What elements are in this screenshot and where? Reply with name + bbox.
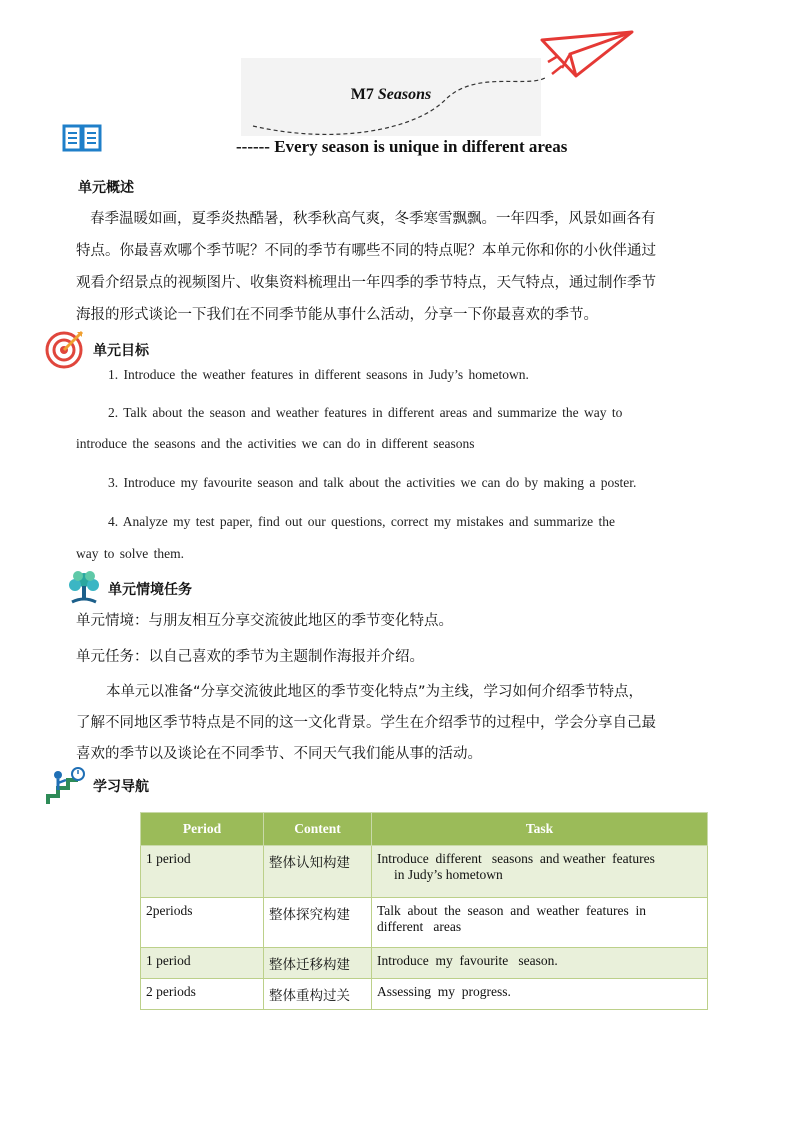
task-line: in Judy’s hometown [394,867,503,882]
tree-icon [64,568,104,608]
content-cell: 整体认知构建 [264,846,372,898]
paper-plane-icon [540,28,635,83]
task-line: different areas [377,919,462,934]
period-cell: 1 period [141,948,264,979]
goal-4-line-1: 4. Analyze my test paper, find out our questions, correct my mistakes and summarize the [108,514,615,529]
column-header-content: Content [264,813,372,846]
task-line: Talk about the season and weather features in [377,903,646,918]
overview-heading: 单元概述 [78,180,134,196]
overview-line-1: 春季温暖如画，夏季炎热酷暑，秋季秋高气爽，冬季寒雪飘飘。一年四季，风景如画各有 [90,211,656,227]
task-line: Assessing my progress. [377,984,511,999]
column-header-task: Task [372,813,708,846]
column-header-period: Period [141,813,264,846]
table-row [141,898,708,948]
goal-4-line-2: way to solve them. [76,546,184,561]
overview-line-3: 观看介绍景点的视频图片、收集资料梳理出一年四季的季节特点，天气特点，通过制作季节 [76,275,656,291]
table-row [141,948,708,979]
task-cell [372,979,708,1010]
overview-line-4: 海报的形式谈论一下我们在不同季节能从事什么活动，分享一下你最喜欢的季节。 [76,307,598,323]
period-cell: 2periods [141,898,264,948]
content-cell: 整体探究构建 [264,898,372,948]
period-cell: 1 period [141,846,264,898]
navigation-table [140,812,708,1010]
content-cell: 整体迁移构建 [264,948,372,979]
page-subtitle: ------ Every season is unique in different areas [236,137,568,156]
page-title: M7 Seasons [350,86,432,103]
goals-heading: 单元目标 [93,343,149,359]
overview-line-2: 特点。你最喜欢哪个季节呢？不同的季节有哪些不同的特点呢？本单元你和你的小伙伴通过 [76,243,656,259]
situation-para-2: 了解不同地区季节特点是不同的这一文化背景。学生在介绍季节的过程中，学会分享自己最 [76,715,656,731]
period-cell: 2 periods [141,979,264,1010]
situation-line-2: 单元任务：以自己喜欢的季节为主题制作海报并介绍。 [76,649,424,665]
content-cell: 整体重构过关 [264,979,372,1010]
task-line: Introduce different seasons and weather features [377,851,655,866]
situation-line-1: 单元情境：与朋友相互分享交流彼此地区的季节变化特点。 [76,613,453,629]
situation-para-3: 喜欢的季节以及谈论在不同季节、不同天气我们能从事的活动。 [76,746,482,762]
table-row [141,846,708,898]
table-header-row [141,813,708,846]
target-icon [44,328,86,370]
navigation-heading: 学习导航 [93,779,149,795]
task-cell [372,948,708,979]
goal-2-line-1: 2. Talk about the season and weather features in different areas and summarize the way to [108,405,623,420]
goal-1: 1. Introduce the weather features in different seasons in Judy’s hometown. [108,367,529,382]
task-line: Introduce my favourite season. [377,953,558,968]
book-icon [62,124,102,154]
situation-heading: 单元情境任务 [108,582,192,598]
task-cell [372,846,708,898]
goal-3: 3. Introduce my favourite season and talk about the activities we can do by making a poster. [108,475,637,490]
table-row [141,979,708,1010]
stairs-person-icon [44,766,92,806]
goal-2-line-2: introduce the seasons and the activities we can do in different seasons [76,436,475,451]
task-cell [372,898,708,948]
situation-para-1: 本单元以准备“分享交流彼此地区的季节变化特点”为主线，学习如何介绍季节特点， [106,684,644,700]
